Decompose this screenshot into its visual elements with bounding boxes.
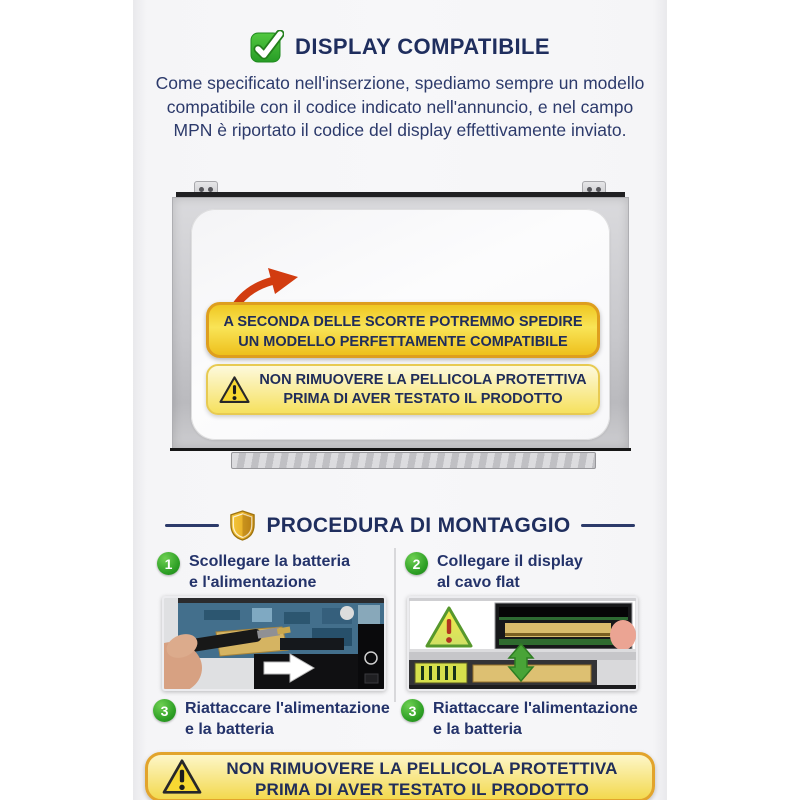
film-banner-line2: PRIMA DI AVER TESTATO IL PRODOTTO [283, 390, 563, 407]
film-warning-banner [206, 364, 600, 415]
stock-banner-line1: A SECONDA DELLE SCORTE POTREMMO SPEDIRE [223, 314, 583, 330]
step-1-line2: e l'alimentazione [189, 574, 317, 591]
header [133, 30, 667, 63]
stock-banner-line2: UN MODELLO PERFETTAMENTE COMPATIBILE [238, 334, 568, 350]
step-3-left-line1: Riattaccare l'alimentazione [185, 700, 390, 717]
photo-disconnect-battery [162, 596, 386, 691]
procedure-header [133, 510, 667, 541]
photo-connect-display [407, 596, 638, 691]
step-3-right-line1: Riattaccare l'alimentazione [433, 700, 638, 717]
step-2-line2: al cavo flat [437, 574, 520, 591]
step-2-badge: 2 [405, 552, 428, 575]
panel-bottom-edge [170, 448, 631, 451]
footer-banner-line2: PRIMA DI AVER TESTATO IL PRODOTTO [254, 780, 590, 799]
warning-triangle-icon [162, 759, 202, 795]
shield-icon [229, 510, 256, 541]
warning-triangle-icon [219, 376, 250, 404]
page-title: DISPLAY COMPATIBILE [295, 33, 550, 59]
motherboard-photo-illustration [164, 598, 384, 689]
stock-warning-banner [206, 302, 600, 358]
step-1 [157, 551, 350, 593]
film-banner-line1: NON RIMUOVERE LA PELLICOLA PROTETTIVA [259, 371, 587, 388]
divider-line-right [581, 524, 635, 527]
step-3-right-text [433, 698, 638, 740]
step-3-left [153, 698, 390, 740]
footer-banner-line1: NON RIMUOVERE LA PELLICOLA PROTETTIVA [226, 759, 618, 778]
footer-banner-text [148, 755, 652, 800]
step-2-line1: Collegare il display [437, 553, 583, 570]
step-3-left-text [185, 698, 390, 740]
step-1-line1: Scollegare la batteria [189, 553, 350, 570]
intro-text: Come specificato nell'inserzione, spediamo sempre un modello compatibile con il codice indicato nell'annuncio, e nel campo MPN è riportato il codice del display effettivamente inviato. [155, 73, 645, 140]
step-1-badge: 1 [157, 552, 180, 575]
step-3-right-line2: e la batteria [433, 721, 522, 738]
step-3-right-badge: 3 [401, 699, 424, 722]
step-2-text [437, 551, 583, 593]
procedure-title: PROCEDURA DI MONTAGGIO [266, 513, 571, 537]
checkmark-icon [250, 30, 284, 63]
step-3-left-line2: e la batteria [185, 721, 274, 738]
column-divider [394, 548, 396, 702]
panel-foil-strip [231, 452, 596, 469]
step-3-left-badge: 3 [153, 699, 176, 722]
footer-warning-banner [145, 752, 655, 800]
film-banner-text [259, 371, 586, 409]
divider-line-left [165, 524, 219, 527]
connector-photo-illustration [409, 598, 636, 689]
step-2 [405, 551, 583, 593]
step-1-text [189, 551, 350, 593]
step-3-right [401, 698, 638, 740]
